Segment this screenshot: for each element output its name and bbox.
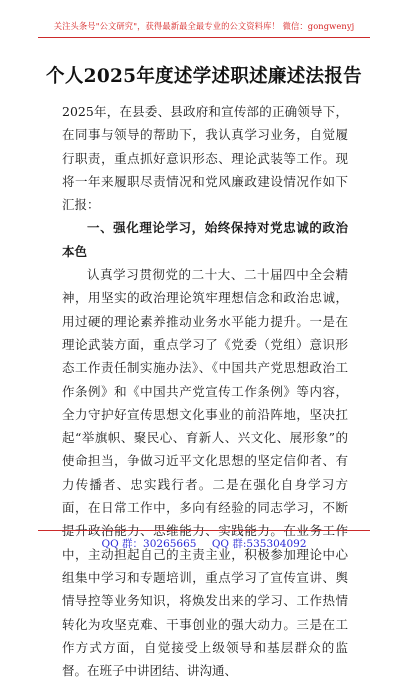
body-paragraph: 认真学习贯彻党的二十大、二十届四中全会精神，用坚实的政治理论筑牢理想信念和政治忠诚，用过硬的理论素养推动业务水平能力提升。一是在理论武装方面，重点学习了《党委（党组）意识形态工作责任制实施办法》、《中国共产党思想政治工作条例》和《中国共产党宣传工作条例》等内容，全力守护好宣传思想文化事业的前沿阵地，坚决扛起“举旗帜、聚民心、育新人、兴文化、展形象”的使命担当，争做习近平文化思想的坚定信仰者、有力传播者、忠实践行者。二是在强化自身学习方面，在日常工作中，多向有经验的同志学习，不断提升政治能力、思维能力、实践能力。在业务工作中，主动担起自己的主责主业，积极参加理论中心组集中学习和专题培训，重点学习了宣传宣讲、舆情导控等业务知识，将焕发出来的学习、工作热情转化为攻坚克难、干事创业的强大动力。三是在工作方式方面，自觉接受上级领导和基层群众的监督。在班子中讲团结、讲沟通、 bbox=[62, 267, 348, 679]
document-body bbox=[62, 100, 348, 682]
header-notice: 关注头条号"公文研究"，获得最新最全最专业的公文资料库！ 微信：gongwenyj bbox=[53, 21, 355, 31]
qq-group-2: QQ 群:535304092 bbox=[211, 538, 307, 550]
header-divider bbox=[38, 37, 370, 38]
footer-contact bbox=[0, 536, 408, 551]
document-title: 个人2025年度述学述职述廉述法报告 bbox=[46, 66, 362, 87]
intro-paragraph: 2025年，在县委、县政府和宣传部的正确领导下，在同事与领导的帮助下，我认真学习业务，自觉履行职责，重点抓好意识形态、理论武装等工作。现将一年来履职尽责情况和党风廉政建设情况作如下汇报： bbox=[62, 104, 348, 213]
qq-group-1: QQ 群：30265665 bbox=[101, 538, 197, 550]
footer-divider bbox=[38, 530, 370, 531]
section-heading-1: 一、强化理论学习，始终保持对党忠诚的政治本色 bbox=[62, 220, 348, 259]
